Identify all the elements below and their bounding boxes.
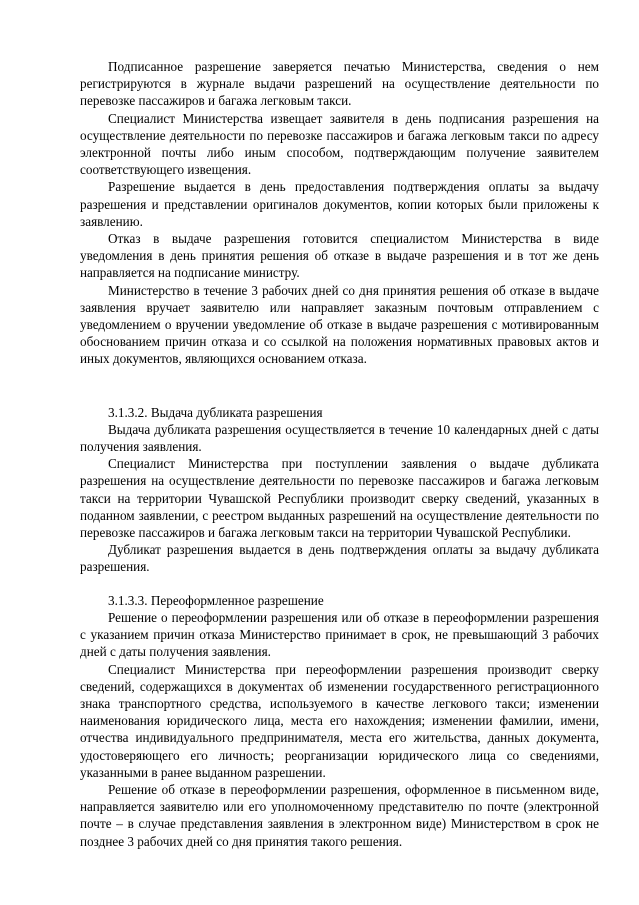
paragraph: Специалист Министерства извещает заявителя в день подписания разрешения на осуществление деятельности по перевозке пассажиров и багажа легковым такси по адресу электронной почты либо иным способом, подтверждающим получение заявителем соответствующего извещения. — [80, 110, 599, 178]
section-permit-issuance — [80, 58, 599, 368]
paragraph: Разрешение выдается в день предоставления подтверждения оплаты за выдачу разрешения и представлении оригиналов документов, копии которых были приложены к заявлению. — [80, 179, 599, 229]
section-heading: 3.1.3.2. Выдача дубликата разрешения — [108, 404, 323, 420]
paragraph: Специалист Министерства при поступлении заявления о выдаче дубликата разрешения на осуществление деятельности по перевозке пассажиров и багажа легковым такси на территории Чувашской Республики производит сверку сведений, указанных в поданном заявлении, с реестром выданных разрешений на осуществление деятельности по перевозке пассажиров и багажа легковым такси на территории Чувашской Республики. — [80, 456, 599, 541]
section-heading: 3.1.3.3. Переоформленное разрешение — [108, 592, 324, 608]
paragraph: Выдача дубликата разрешения осуществляется в течение 10 календарных дней с даты получения заявления. — [80, 421, 599, 455]
paragraph: Решение о переоформлении разрешения или об отказе в переоформлении разрешения с указанием причин отказа Министерство принимает в срок, не превышающий 3 рабочих дней с даты получения заявления. — [80, 609, 599, 660]
section-duplicate-permit — [80, 404, 599, 576]
paragraph: Специалист Министерства при переоформлении разрешения производит сверку сведений, содержащихся в документах об изменении государственного регистрационного знака транспортного средства, используемого в качестве легкового такси; изменении наименования юридического лица, места его нахождения; изменении фамилии, имени, отчества индивидуального предпринимателя, места его жительства, данных документа, удостоверяющего его личность; реорганизации юридического лица со сведениями, указанными в ранее выданном разрешении. — [80, 661, 599, 780]
paragraph: Отказ в выдаче разрешения готовится специалистом Министерства в виде уведомления в день принятия решения об отказе в выдаче разрешения и в тот же день направляется на подписание министру. — [80, 231, 599, 281]
paragraph: Решение об отказе в переоформлении разрешения, оформленное в письменном виде, направляется заявителю или его уполномоченному представителю по почте (электронной почте – в случае представления заявления в электронном виде) Министерством в срок не позднее 3 рабочих дней со дня принятия такого решения. — [80, 781, 599, 849]
paragraph: Подписанное разрешение заверяется печатью Министерства, сведения о нем регистрируются в журнале выдачи разрешений на осуществление деятельности по перевозке пассажиров и багажа легковым такси. — [80, 59, 599, 109]
spacer — [80, 576, 599, 592]
paragraph: Министерство в течение 3 рабочих дней со дня принятия решения об отказе в выдаче заявления вручает заявителю или направляет заказным почтовым отправлением с уведомлением о вручении уведомление об отказе в выдаче разрешения с мотивированным обоснованием причин отказа и со ссылкой на положения нормативных правовых актов и иных документов, являющихся основанием отказа. — [80, 282, 599, 367]
paragraph: Дубликат разрешения выдается в день подтверждения оплаты за выдачу дубликата разрешения. — [80, 542, 599, 575]
section-reissued-permit — [80, 592, 599, 850]
spacer — [80, 368, 599, 404]
